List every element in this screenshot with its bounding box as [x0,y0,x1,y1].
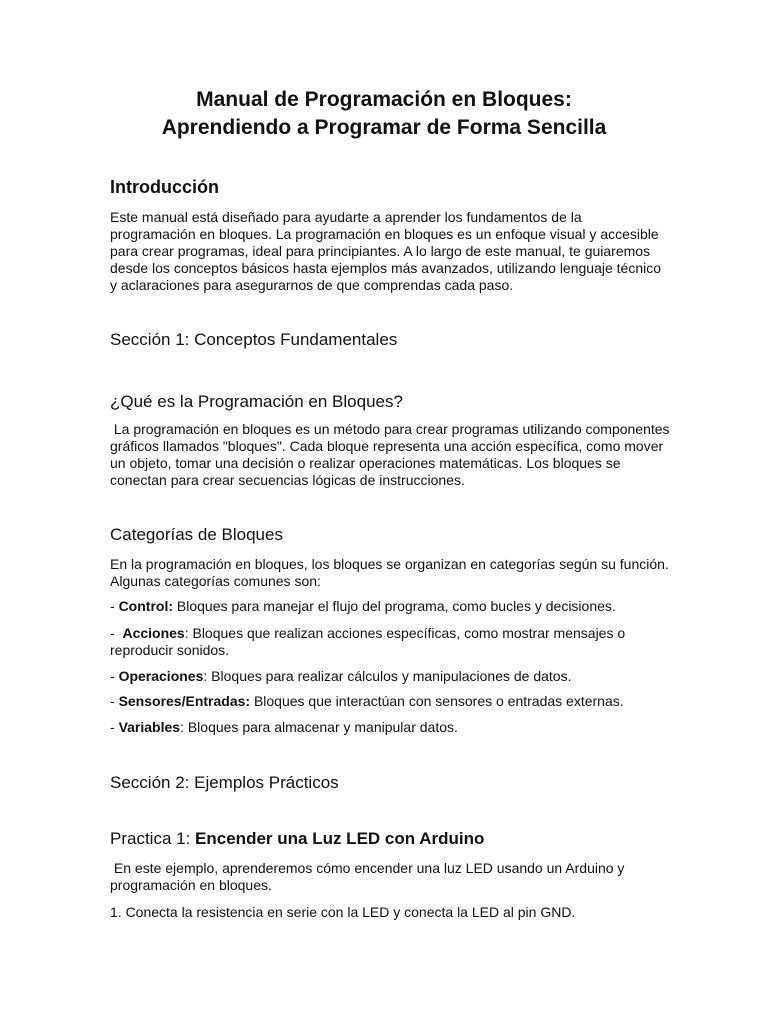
intro-paragraph: Este manual está diseñado para ayudarte a aprender los fundamentos de la programación en bloques. La programación en bloques es un enfoque visual y accesible para crear programas, ideal para principiantes. A lo largo de este manual, te guiaremos desde los conceptos básicos hasta ejemplos más avanzados, utilizando lenguaje técnico y aclaraciones para asegurarnos de que comprendas cada paso. [110,209,662,293]
category-item-operaciones: - Operaciones: Bloques para realizar cálculos y manipulaciones de datos. [110,668,572,684]
category-item-acciones: - Acciones: Bloques que realizan acciones específicas, como mostrar mensajes o reproducir sonidos. [110,625,630,658]
categories-intro: En la programación en bloques, los bloques se organizan en categorías según su función. Algunas categorías comunes son: [110,556,669,589]
practice-1-heading: Practica 1: Encender una Luz LED con Arduino [110,829,485,848]
what-is-heading: ¿Qué es la Programación en Bloques? [110,392,403,411]
section-1-heading: Sección 1: Conceptos Fundamentales [110,330,398,349]
practice-1-step-1: 1. Conecta la resistencia en serie con la LED y conecta la LED al pin GND. [110,904,576,920]
document-title [0,86,768,142]
practice-1-paragraph: En este ejemplo, aprenderemos cómo encender una luz LED usando un Arduino y programación en bloques. [110,860,629,893]
what-is-paragraph: La programación en bloques es un método para crear programas utilizando componentes gráficos llamados "bloques". Cada bloque representa una acción específica, como mover un objeto, tomar una decisión o realizar operaciones matemáticas. Los bloques se conectan para crear secuencias lógicas de instrucciones. [110,421,674,488]
category-item-control: - Control: Bloques para manejar el flujo del programa, como bucles y decisiones. [110,598,616,614]
title-line-1: Manual de Programación en Bloques: [196,88,572,111]
category-item-variables: - Variables: Bloques para almacenar y manipular datos. [110,719,458,735]
categories-heading: Categorías de Bloques [110,525,283,544]
category-item-sensores: - Sensores/Entradas: Bloques que interactúan con sensores o entradas externas. [110,693,624,709]
intro-heading: Introducción [110,177,219,197]
title-line-2: Aprendiendo a Programar de Forma Sencilla [161,116,607,139]
section-2-heading: Sección 2: Ejemplos Prácticos [110,773,339,792]
